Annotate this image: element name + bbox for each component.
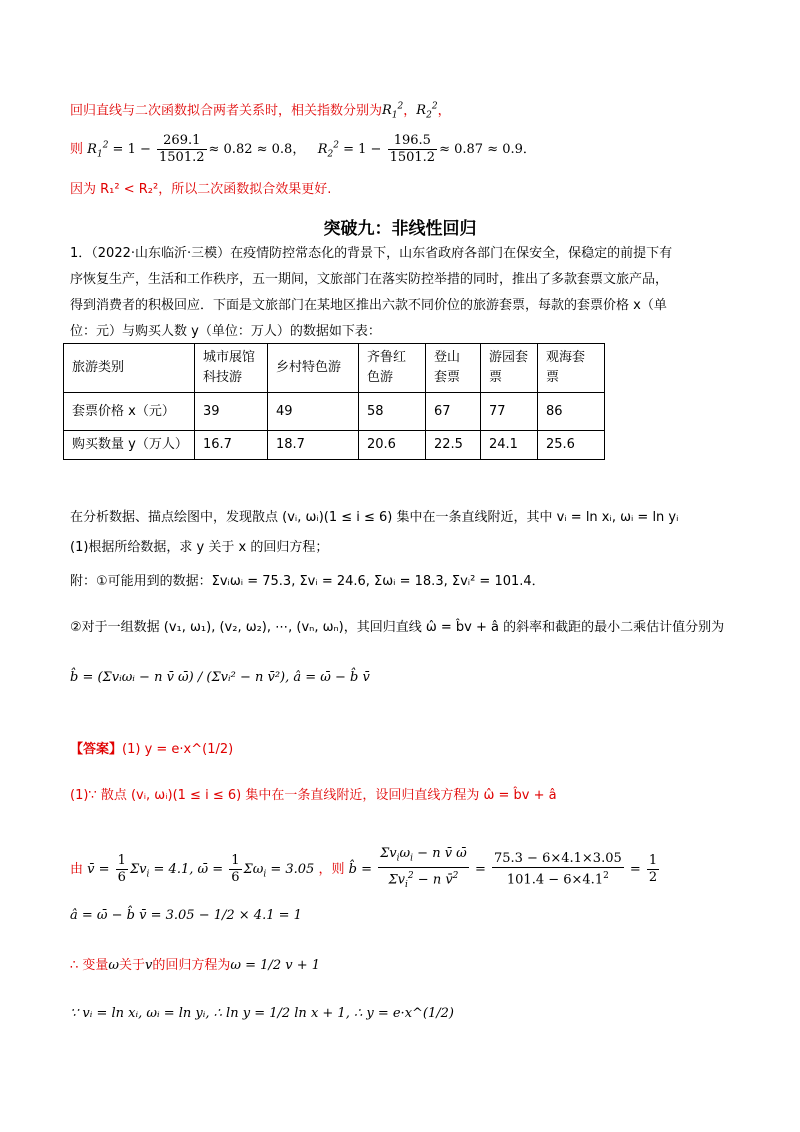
table-cell: 城市展馆科技游 bbox=[195, 344, 268, 393]
intro-line-2: 则 $R_1^2 = 1$ − $\frac{269.1}{1501.2}$ ≈ 0.82 ≈ 0.8， $R_2^2 = 1$ − $\frac{196.5}{1501.2}$ ≈ 0.87 ≈ 0.9． bbox=[70, 133, 536, 165]
table-cell: 登山套票 bbox=[426, 344, 481, 393]
problem-line-4: 位：元）与购买人数 y（单位：万人）的数据如下表： bbox=[70, 324, 381, 339]
step4-mid: 关于 bbox=[119, 958, 146, 973]
solution-step-3: â = ω̄ − b̂ v̄ = 3.05 − 1/2 × 4.1 = 1 bbox=[70, 908, 302, 923]
solution-step-4: ∴ 变量ω关于v的回归方程为ω = 1/2 v + 1 bbox=[70, 958, 320, 973]
least-squares-formula: b̂ = (Σvᵢωᵢ − n v̄ ω̄) / (Σvᵢ² − n v̄²), â = ω̄ − b̂ v̄ bbox=[70, 670, 370, 685]
attachment-formula-intro: ②对于一组数据 (v₁, ω₁), (v₂, ω₂), ⋯, (vₙ, ωₙ)，其回归直线 ω̂ = b̂v + â 的斜率和截距的最小二乘估计值分别为 bbox=[70, 620, 725, 635]
r1-tail: ≈ 0.82 ≈ 0.8， bbox=[208, 142, 306, 157]
step4-pre: ∴ 变量 bbox=[70, 958, 109, 973]
table-row bbox=[64, 431, 605, 460]
answer-line bbox=[70, 740, 233, 760]
problem-line-2: 序恢复生产，生活和工作秩序，五一期间，文旅部门在落实防控举措的同时，推出了多款套票文旅产品， bbox=[70, 272, 669, 287]
table-cell: 25.6 bbox=[538, 431, 605, 460]
r2-denominator: 1501.2 bbox=[389, 150, 436, 165]
table-cell: 齐鲁红色游 bbox=[359, 344, 426, 393]
table-cell: 乡村特色游 bbox=[268, 344, 359, 393]
table-cell: 观海套票 bbox=[538, 344, 605, 393]
table-cell: 24.1 bbox=[481, 431, 538, 460]
problem-line-1: 1．（2022·山东临沂·三模）在疫情防控常态化的背景下，山东省政府各部门在保安全，保稳定的前提下有 bbox=[70, 246, 673, 261]
table-cell: 86 bbox=[538, 393, 605, 431]
answer-value: (1) y = e·x^(1/2) bbox=[122, 742, 234, 757]
table-cell: 套票价格 x（元） bbox=[64, 393, 195, 431]
step2-mid: ，则 bbox=[318, 861, 345, 877]
table-cell: 67 bbox=[426, 393, 481, 431]
analysis-line-1: 在分析数据、描点绘图中，发现散点 (vᵢ, ωᵢ)(1 ≤ i ≤ 6) 集中在一条直线附近，其中 vᵢ = ln xᵢ, ωᵢ = ln yᵢ bbox=[70, 510, 679, 525]
table-cell: 18.7 bbox=[268, 431, 359, 460]
table-cell: 58 bbox=[359, 393, 426, 431]
table-cell: 16.7 bbox=[195, 431, 268, 460]
table-cell: 20.6 bbox=[359, 431, 426, 460]
table-cell: 购买数量 y（万人） bbox=[64, 431, 195, 460]
section-title: 突破九：非线性回归 bbox=[323, 219, 477, 239]
table-cell: 39 bbox=[195, 393, 268, 431]
attachment-data: 附：①可能用到的数据：Σvᵢωᵢ = 75.3, Σvᵢ = 24.6, Σωᵢ = 18.3, Σvᵢ² = 101.4． bbox=[70, 574, 545, 589]
r1-numerator: 269.1 bbox=[157, 133, 207, 150]
table-row bbox=[64, 344, 605, 393]
solution-step-1: (1)∵ 散点 (vᵢ, ωᵢ)(1 ≤ i ≤ 6) 集中在一条直线附近，设回归直线方程为 ω̂ = b̂v + â bbox=[70, 788, 557, 803]
solution-step-2: 由 v̄ = $\frac{1}{6}$ $\Sigma v_i = 4.1$, ω̄ = $\frac{1}{6}$ $\Sigma\omega_i = 3.05$ ，则 b̂ = $\frac{\Sigma v_i\omega_i - n v̄ \omegā}{\Sigma v_i^2 - n v̄^2}$ = $\frac{75.3 - 6\times 4.1\times 3.05}{101.4 - 6\times 4.1^2}$ = $\frac{1}{2}$ bbox=[70, 846, 658, 890]
r2-tail: ≈ 0.87 ≈ 0.9． bbox=[439, 142, 536, 157]
table-row bbox=[64, 393, 605, 431]
intro-prefix: 则 bbox=[70, 142, 84, 157]
answer-label: 【答案】 bbox=[70, 742, 123, 757]
solution-step-5: ∵ vᵢ = ln xᵢ, ωᵢ = ln yᵢ, ∴ ln y = 1/2 ln x + 1, ∴ y = e·x^(1/2) bbox=[70, 1006, 454, 1021]
step4-eq: ω = 1/2 v + 1 bbox=[230, 958, 320, 973]
question-1: (1)根据所给数据，求 y 关于 x 的回归方程； bbox=[70, 540, 329, 555]
table-cell: 22.5 bbox=[426, 431, 481, 460]
intro-line-1: 回归直线与二次函数拟合两者关系时，相关指数分别为$R_1^2$，$R_2^2$， bbox=[70, 102, 451, 121]
table-cell: 旅游类别 bbox=[64, 344, 195, 393]
data-table bbox=[63, 343, 605, 460]
table-cell: 77 bbox=[481, 393, 538, 431]
step4-post: 的回归方程为 bbox=[152, 958, 231, 973]
table-cell: 49 bbox=[268, 393, 359, 431]
r2-numerator: 196.5 bbox=[388, 133, 438, 150]
intro-text: 回归直线与二次函数拟合两者关系时，相关指数分别为 bbox=[70, 103, 383, 119]
intro-line-3: 因为 R₁² < R₂²，所以二次函数拟合效果更好. bbox=[70, 182, 332, 197]
table-cell: 游园套票 bbox=[481, 344, 538, 393]
r1-denominator: 1501.2 bbox=[159, 150, 205, 165]
step2-prefix: 由 bbox=[70, 861, 84, 877]
problem-line-3: 得到消费者的积极回应．下面是文旅部门在某地区推出六款不同价位的旅游套票，每款的套票价格 x（单 bbox=[70, 298, 667, 313]
